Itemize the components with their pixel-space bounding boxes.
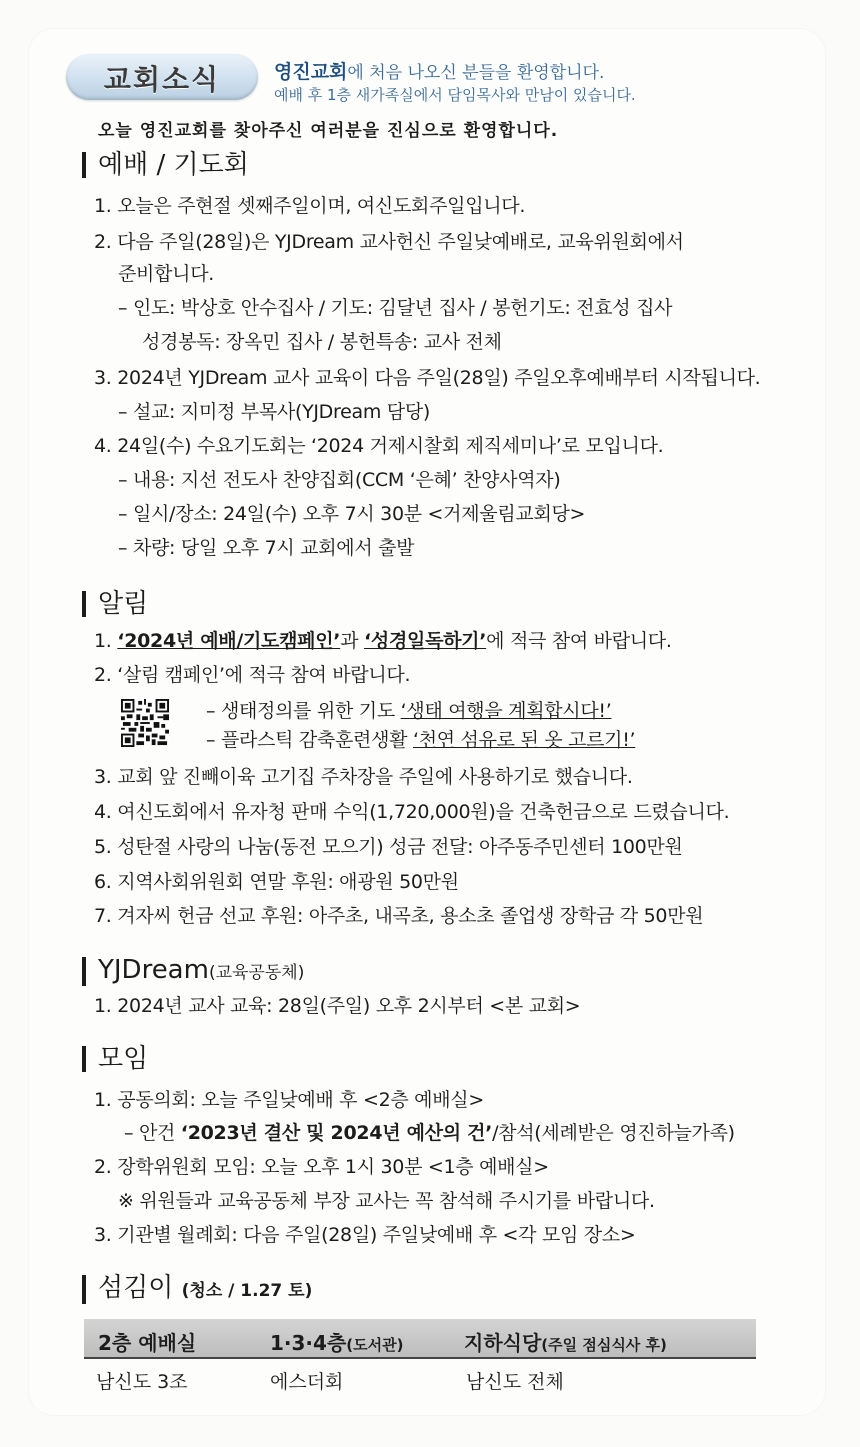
section-title-notice: 알림: [82, 591, 148, 617]
church-name: 영진교회: [274, 61, 348, 83]
cell-2f: 남신도 3조: [96, 1371, 188, 1393]
notice-item-7: 7. 겨자씨 헌금 선교 후원: 아주초, 내곡초, 용소초 졸업생 장학금 각 50만원: [94, 905, 704, 927]
campaign-link-prayer[interactable]: ‘2024년 예배/기도캠페인’: [117, 630, 341, 652]
notice-item-1-number: 1.: [94, 630, 118, 652]
notice-sub-2-prefix: – 플라스틱 감축훈련생활: [206, 729, 413, 751]
worship-item-2-sub1: – 인도: 박상호 안수집사 / 기도: 김달년 집사 / 봉헌기도: 전효성 집사: [118, 297, 673, 319]
agenda-prefix: – 안건: [124, 1122, 181, 1144]
worship-item-2-cont: 준비합니다.: [118, 263, 215, 285]
welcome-line-1: [274, 57, 604, 84]
meeting-item-2-note: ※ 위원들과 교육공동체 부장 교사는 꼭 참석해 주시기를 바랍니다.: [118, 1190, 655, 1212]
notice-item-3: 3. 교회 앞 진빼이육 고기집 주차장을 주일에 사용하기로 했습니다.: [94, 766, 633, 788]
yjdream-item-1: 1. 2024년 교사 교육: 28일(주일) 오후 2시부터 <본 교회>: [94, 995, 581, 1017]
cell-basement: 남신도 전체: [466, 1371, 564, 1393]
col-header-134f-main: 1·3·4층: [270, 1331, 347, 1355]
worship-item-4-sub3: – 차량: 당일 오후 7시 교회에서 출발: [118, 537, 415, 559]
table-row: [84, 1359, 756, 1399]
agenda-title: ‘2023년 결산 및 2024년 예산의 건’: [180, 1122, 493, 1144]
worship-item-3-sub: – 설교: 지미정 부목사(YJDream 담당): [118, 401, 431, 423]
col-header-basement-main: 지하식당: [464, 1331, 542, 1355]
notice-item-6: 6. 지역사회위원회 연말 후원: 애광원 50만원: [94, 871, 459, 893]
notice-item-1: [94, 629, 672, 653]
notice-item-1-suffix: 에 적극 참여 바랍니다.: [486, 630, 672, 652]
col-header-134f: [270, 1327, 403, 1356]
meeting-item-1: 1. 공동의회: 오늘 주일낮예배 후 <2층 예배실>: [94, 1089, 484, 1111]
serving-subtitle: (청소 / 1.27 토): [181, 1281, 313, 1301]
eco-travel-link[interactable]: ‘생태 여행을 계획합시다!’: [400, 700, 612, 722]
col-header-2f: 2층 예배실: [98, 1331, 197, 1355]
section-title-meeting: 모임: [82, 1046, 148, 1072]
serving-table-header: [84, 1319, 756, 1359]
notice-item-4: 4. 여신도회에서 유자청 판매 수익(1,720,000원)을 건축헌금으로 드렸습니다.: [94, 801, 730, 823]
col-header-134f-sub: (도서관): [346, 1336, 404, 1354]
meeting-item-3: 3. 기관별 월례회: 다음 주일(28일) 주일낮예배 후 <각 모임 장소>: [94, 1224, 636, 1246]
welcome-line-2: 예배 후 1층 새가족실에서 담임목사와 만남이 있습니다.: [274, 86, 636, 104]
cell-134f: 에스더회: [270, 1371, 344, 1393]
notice-sub-2: [206, 728, 635, 752]
col-header-basement: [464, 1327, 667, 1356]
serving-title: 섬김이: [98, 1273, 174, 1303]
worship-item-4-sub1: – 내용: 지선 전도사 찬양집회(CCM ‘은혜’ 찬양사역자): [118, 469, 561, 491]
welcome-text: 에 처음 나오신 분들을 환영합니다.: [347, 63, 605, 83]
qr-code-icon[interactable]: [121, 698, 169, 748]
worship-item-1: 1. 오늘은 주현절 셋째주일이며, 여신도회주일입니다.: [94, 195, 526, 217]
meeting-item-2: 2. 장학위원회 모임: 오늘 오후 1시 30분 <1층 예배실>: [94, 1156, 549, 1178]
notice-sub-1: [206, 699, 611, 723]
church-news-badge: [66, 54, 258, 100]
notice-item-2: 2. ‘살림 캠페인’에 적극 참여 바랍니다.: [94, 664, 411, 686]
worship-item-2: 2. 다음 주일(28일)은 YJDream 교사헌신 주일낮예배로, 교육위원회에서: [94, 231, 684, 253]
campaign-link-bible[interactable]: ‘성경일독하기’: [363, 630, 487, 652]
notice-item-1-mid: 과: [340, 630, 364, 652]
worship-item-3: 3. 2024년 YJDream 교사 교육이 다음 주일(28일) 주일오후예배부터 시작됩니다.: [94, 367, 761, 389]
greeting: 오늘 영진교회를 찾아주신 여러분을 진심으로 환영합니다.: [98, 121, 559, 141]
yjdream-title-main: YJDream: [98, 955, 209, 985]
worship-item-2-sub2: 성경봉독: 장옥민 집사 / 봉헌특송: 교사 전체: [142, 331, 502, 353]
section-title-yjdream: [82, 957, 304, 986]
agenda-attendees: /참석(세례받은 영진하늘가족): [492, 1122, 735, 1144]
meeting-item-1-sub: [124, 1121, 735, 1145]
notice-sub-1-prefix: – 생태정의를 위한 기도: [206, 700, 401, 722]
worship-item-4: 4. 24일(수) 수요기도회는 ‘2024 거제시찰회 제직세미나’로 모입니다.: [94, 435, 664, 457]
serving-table: [84, 1319, 756, 1399]
col-header-basement-sub: (주일 점심식사 후): [541, 1336, 667, 1354]
section-title-serving: [82, 1275, 312, 1304]
badge-label: 교회소식: [103, 63, 221, 96]
section-title-worship: 예배 / 기도회: [82, 152, 249, 178]
yjdream-title-sub: (교육공동체): [208, 963, 305, 983]
worship-item-4-sub2: – 일시/장소: 24일(수) 오후 7시 30분 <거제울림교회당>: [118, 503, 586, 525]
natural-fiber-link[interactable]: ‘천연 섬유로 된 옷 고르기!’: [412, 729, 636, 751]
notice-item-5: 5. 성탄절 사랑의 나눔(동전 모으기) 성금 전달: 아주동주민센터 100만원: [94, 836, 683, 858]
